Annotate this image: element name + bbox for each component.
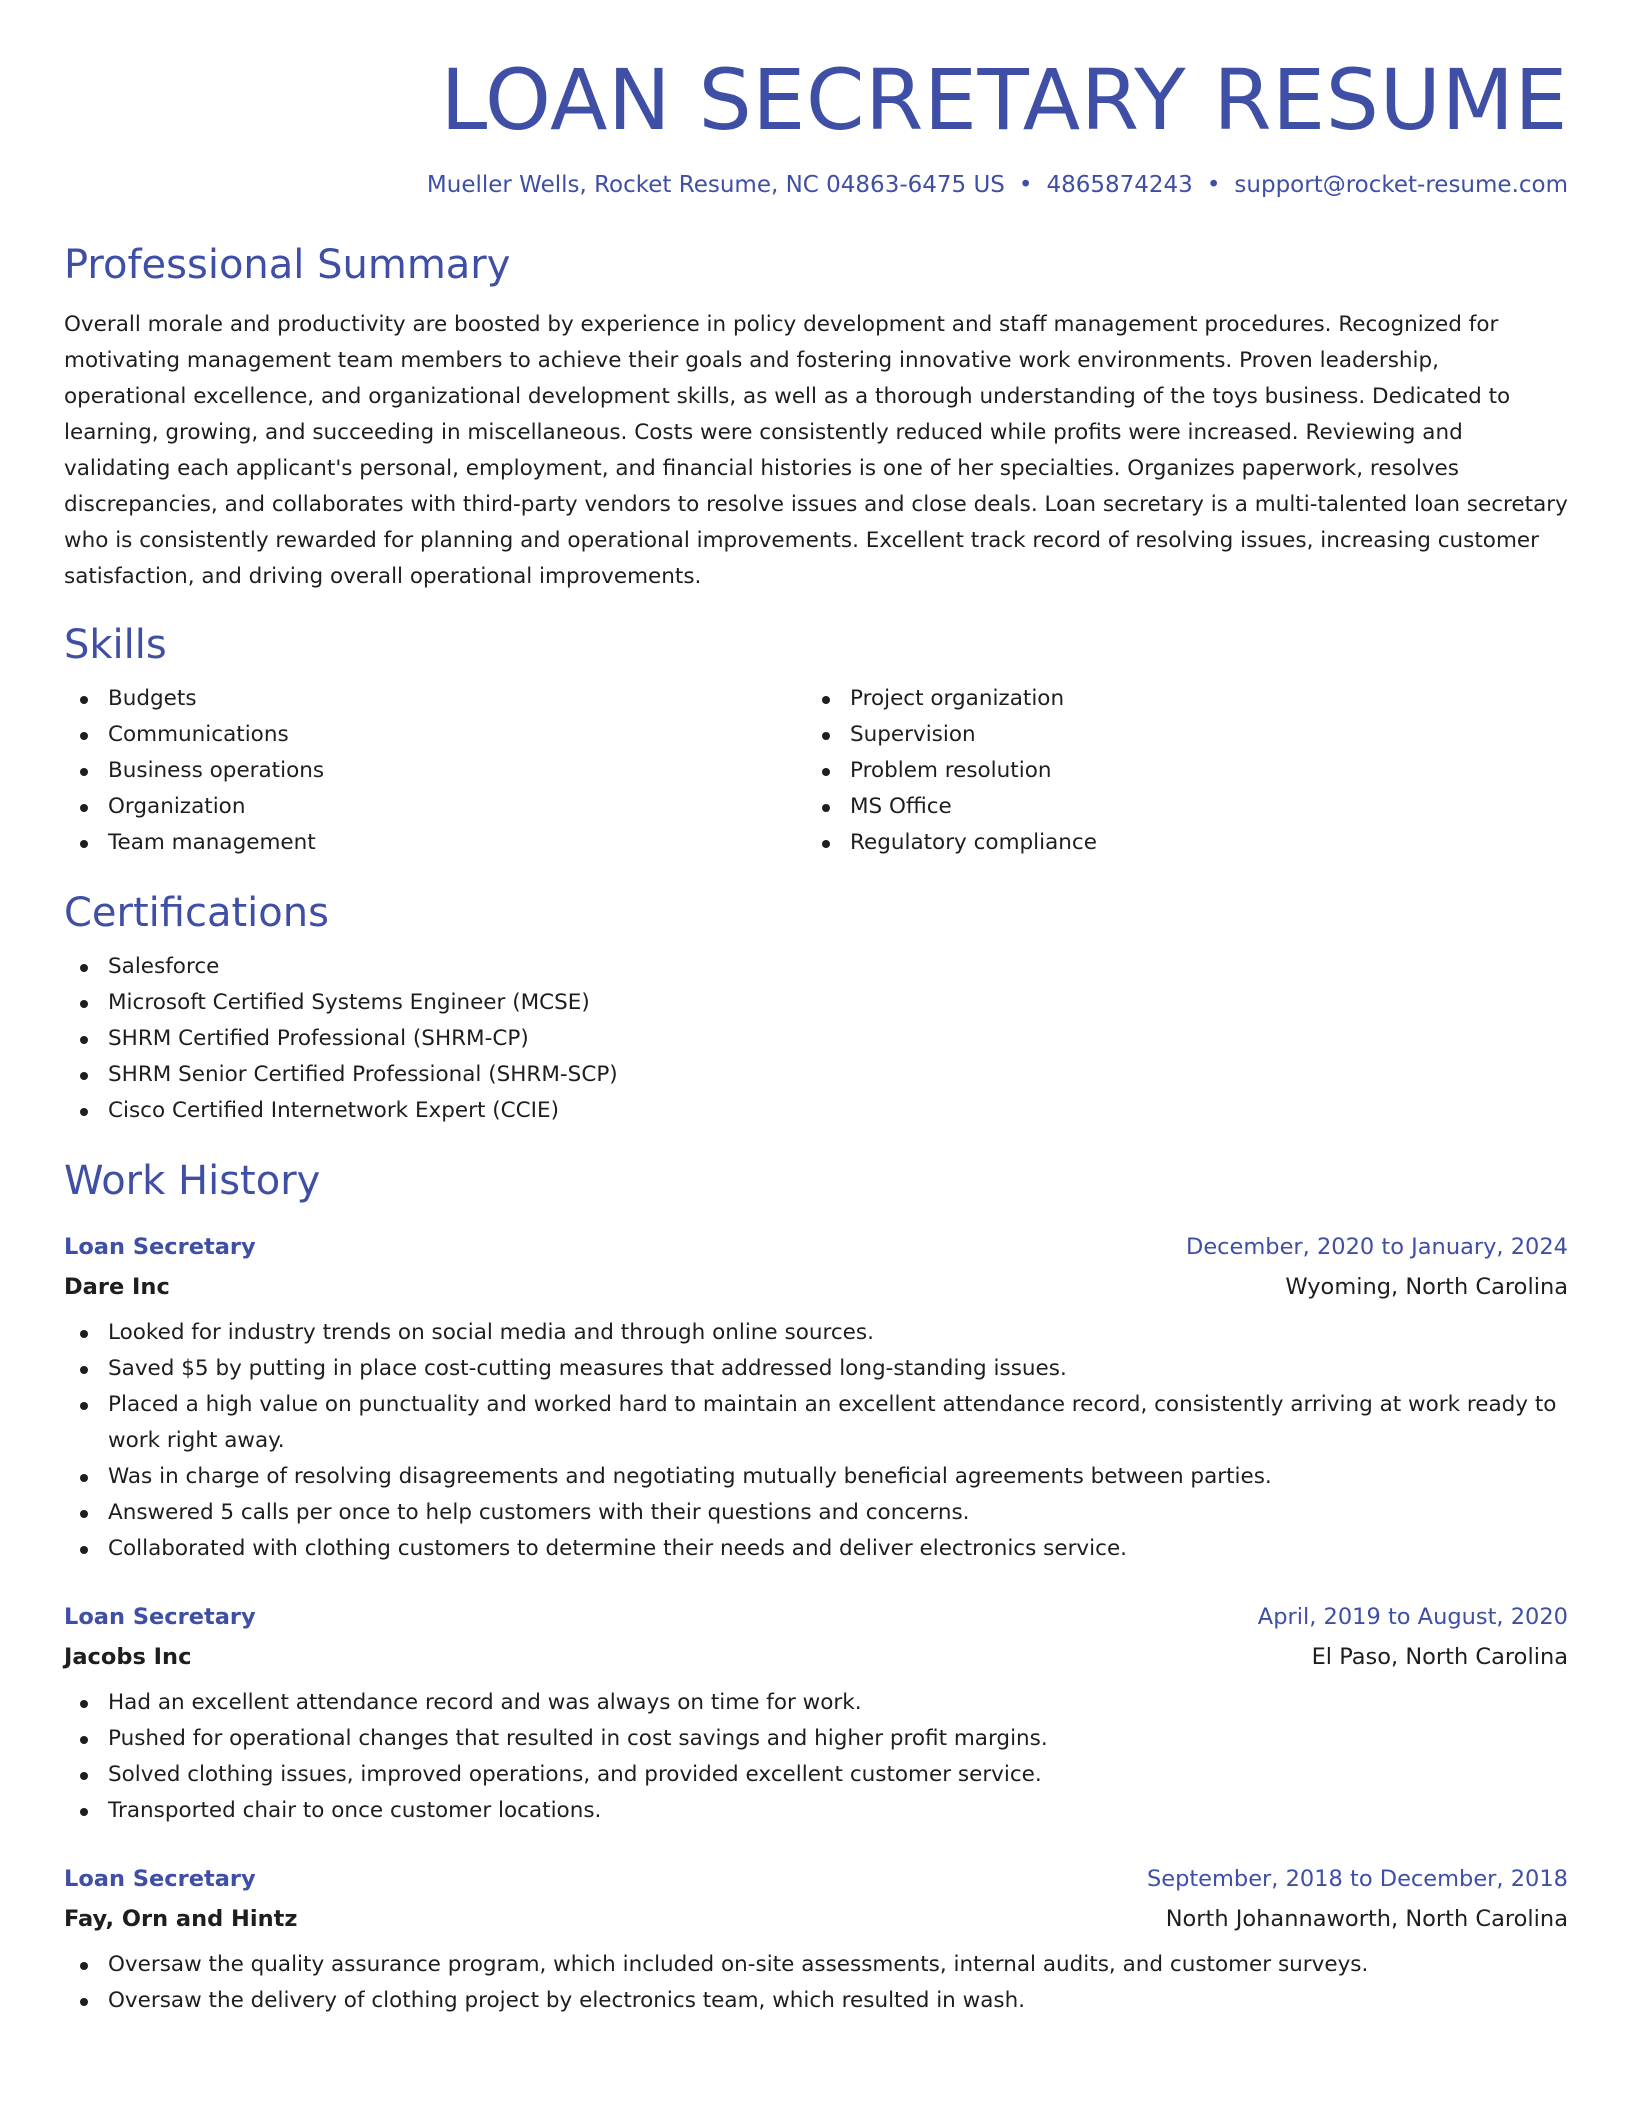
- job-bullet: Transported chair to once customer locations.: [64, 1793, 1568, 1829]
- job-bullet: Was in charge of resolving disagreements and negotiating mutually beneficial agreements between parties.: [64, 1459, 1568, 1495]
- job-bullets: [64, 1947, 1568, 2019]
- contact-separator: •: [1206, 172, 1221, 199]
- job-entry: [64, 1227, 1568, 1567]
- skill-item: Problem resolution: [806, 753, 1548, 789]
- certification-item: SHRM Senior Certified Professional (SHRM-SCP): [64, 1057, 1568, 1093]
- certification-item: SHRM Certified Professional (SHRM-CP): [64, 1021, 1568, 1057]
- job-dates: April, 2019 to August, 2020: [1257, 1603, 1568, 1630]
- job-role: Loan Secretary: [64, 1603, 256, 1630]
- job-bullet: Oversaw the delivery of clothing project by electronics team, which resulted in wash.: [64, 1983, 1568, 2019]
- job-bullet: Saved $5 by putting in place cost-cutting measures that addressed long-standing issues.: [64, 1351, 1568, 1387]
- skill-item: Budgets: [64, 681, 806, 717]
- job-bullet: Placed a high value on punctuality and worked hard to maintain an excellent attendance record, consistently arriving at work ready to work right away.: [64, 1387, 1568, 1459]
- skill-item: Regulatory compliance: [806, 825, 1548, 861]
- contact-address: Mueller Wells, Rocket Resume, NC 04863-6475 US: [426, 172, 1005, 199]
- job-bullets: [64, 1315, 1568, 1567]
- skills-column-left: [64, 681, 806, 861]
- summary-text: Overall morale and productivity are boosted by experience in policy development and staff management procedures. Recognized for motivating management team members to achieve their goals and fostering innovative work environments. Proven leadership, operational excellence, and organizational development skills, as well as a thorough understanding of the toys business. Dedicated to learning, growing, and succeeding in miscellaneous. Costs were consistently reduced while profits were increased. Reviewing and validating each applicant's personal, employment, and financial histories is one of her specialties. Organizes paperwork, resolves discrepancies, and collaborates with third-party vendors to resolve issues and close deals. Loan secretary is a multi-talented loan secretary who is consistently rewarded for planning and operational improvements. Excellent track record of resolving issues, increasing customer satisfaction, and driving overall operational improvements.: [64, 311, 1568, 589]
- job-bullets: [64, 1685, 1568, 1829]
- job-location: Wyoming, North Carolina: [1285, 1273, 1568, 1300]
- job-company: Dare Inc: [64, 1273, 170, 1300]
- contact-line: [64, 168, 1568, 203]
- skill-item: Organization: [64, 789, 806, 825]
- job-subheader: [64, 1267, 1568, 1307]
- job-bullet: Collaborated with clothing customers to determine their needs and deliver electronics service.: [64, 1531, 1568, 1567]
- skill-item: Team management: [64, 825, 806, 861]
- summary-heading: Professional Summary: [64, 241, 511, 288]
- certification-item: Microsoft Certified Systems Engineer (MCSE): [64, 985, 1568, 1021]
- job-role: Loan Secretary: [64, 1233, 256, 1260]
- resume-page: [64, 0, 1568, 2019]
- skill-item: MS Office: [806, 789, 1548, 825]
- job-header: [64, 1597, 1568, 1637]
- job-subheader: [64, 1899, 1568, 1939]
- resume-title: LOAN SECRETARY RESUME: [440, 51, 1568, 149]
- skill-item: Supervision: [806, 717, 1548, 753]
- job-bullet: Looked for industry trends on social media and through online sources.: [64, 1315, 1568, 1351]
- contact-phone: 4865874243: [1046, 172, 1193, 199]
- certification-item: Cisco Certified Internetwork Expert (CCIE): [64, 1093, 1568, 1129]
- skill-item: Project organization: [806, 681, 1548, 717]
- job-bullet: Solved clothing issues, improved operations, and provided excellent customer service.: [64, 1757, 1568, 1793]
- work-history-list: [64, 1227, 1568, 2019]
- skills-heading: Skills: [64, 621, 167, 668]
- job-bullet: Pushed for operational changes that resulted in cost savings and higher profit margins.: [64, 1721, 1568, 1757]
- job-dates: September, 2018 to December, 2018: [1146, 1865, 1568, 1892]
- job-entry: [64, 1597, 1568, 1829]
- skills-grid: [64, 681, 1568, 861]
- certification-item: Salesforce: [64, 949, 1568, 985]
- skill-item: Communications: [64, 717, 806, 753]
- skill-item: Business operations: [64, 753, 806, 789]
- certifications-heading: Certifications: [64, 889, 329, 936]
- work-history-heading: Work History: [64, 1157, 321, 1204]
- contact-separator: •: [1018, 172, 1033, 199]
- job-bullet: Oversaw the quality assurance program, which included on-site assessments, internal audits, and customer surveys.: [64, 1947, 1568, 1983]
- job-role: Loan Secretary: [64, 1865, 256, 1892]
- job-location: North Johannaworth, North Carolina: [1165, 1905, 1568, 1932]
- job-location: El Paso, North Carolina: [1311, 1643, 1568, 1670]
- job-bullet: Had an excellent attendance record and was always on time for work.: [64, 1685, 1568, 1721]
- job-company: Fay, Orn and Hintz: [64, 1905, 298, 1932]
- skills-column-right: [806, 681, 1548, 861]
- job-subheader: [64, 1637, 1568, 1677]
- job-entry: [64, 1859, 1568, 2019]
- job-header: [64, 1859, 1568, 1899]
- job-dates: December, 2020 to January, 2024: [1186, 1233, 1568, 1260]
- job-company: Jacobs Inc: [64, 1643, 192, 1670]
- contact-email[interactable]: support@rocket-resume.com: [1234, 172, 1568, 199]
- certifications-list: [64, 949, 1568, 1129]
- job-header: [64, 1227, 1568, 1267]
- job-bullet: Answered 5 calls per once to help customers with their questions and concerns.: [64, 1495, 1568, 1531]
